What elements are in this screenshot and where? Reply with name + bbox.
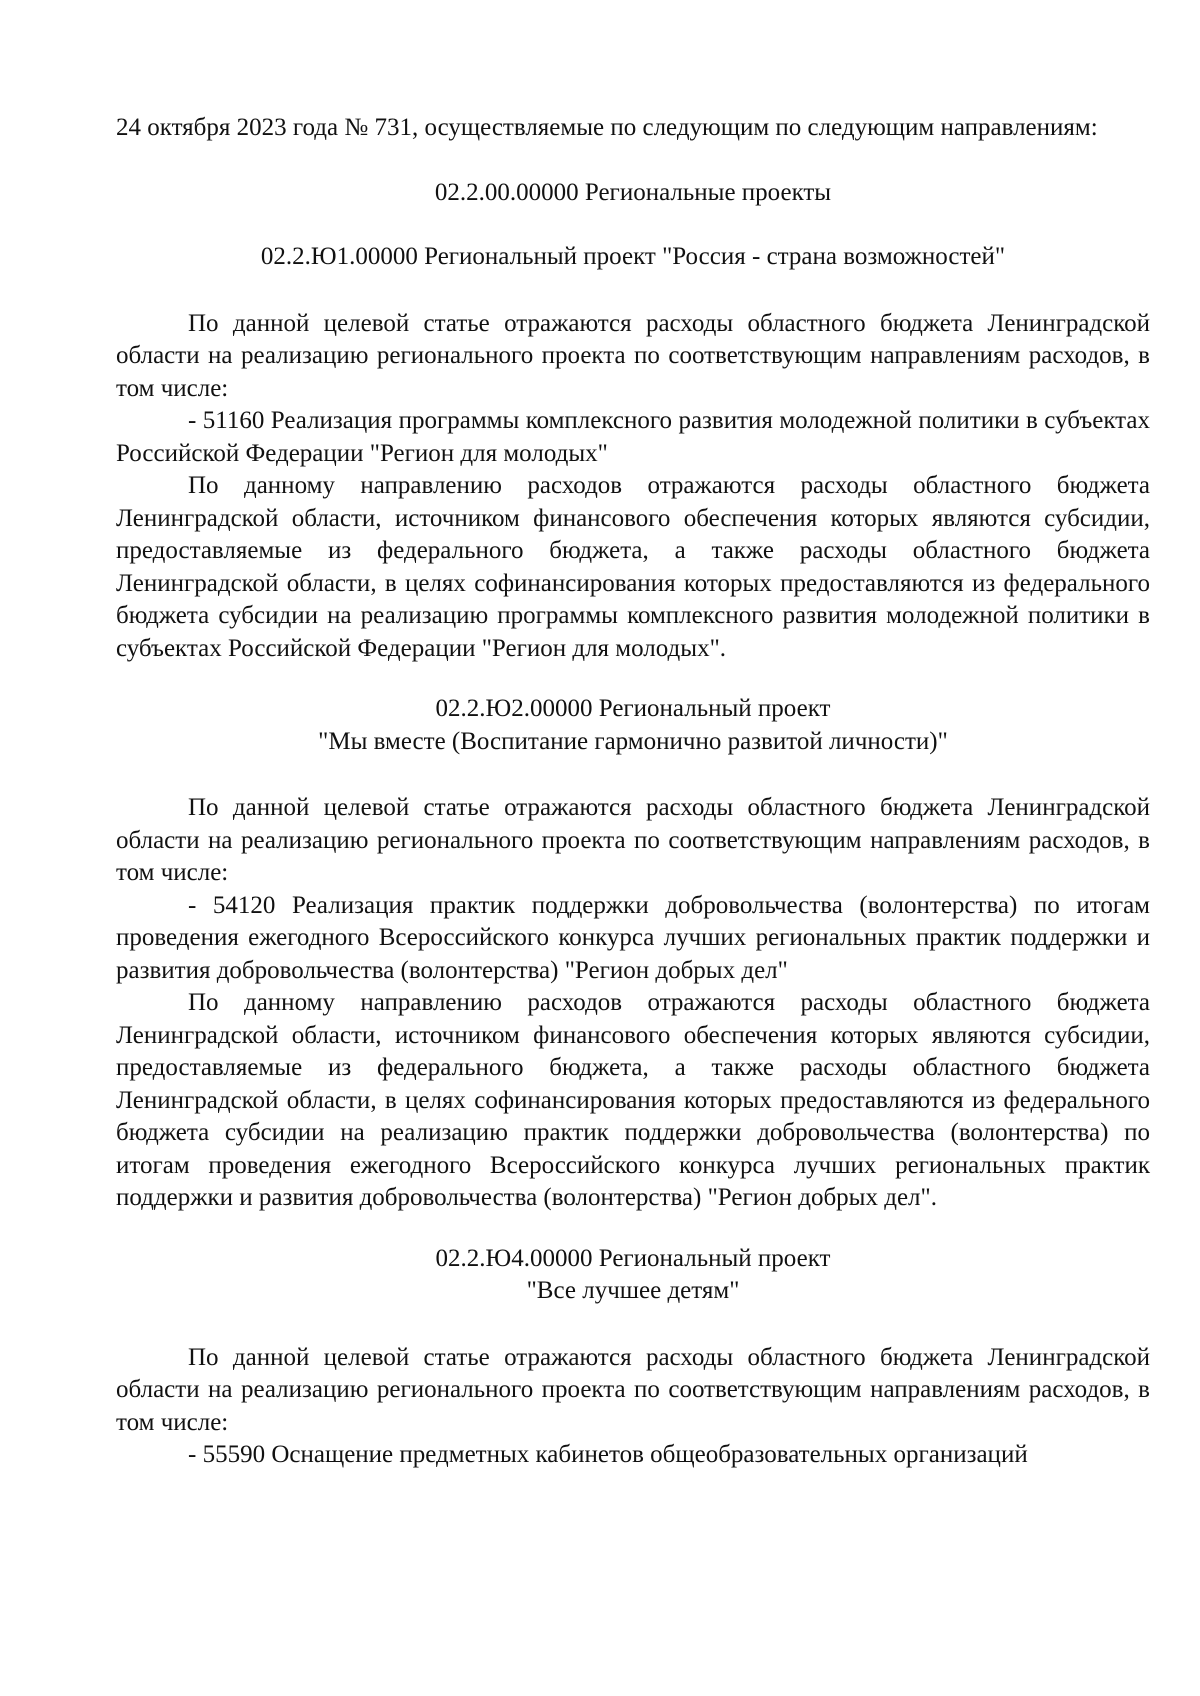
section-heading: 02.2.00.00000 Региональные проекты — [434, 178, 832, 206]
project-intro-paragraph: По данной целевой статье отражаются расходы областного бюджета Ленинградской области на реализацию регионального проекта по соответствующим направлениям расходов, в том числе: — [116, 309, 1150, 402]
direction-description: По данному направлению расходов отражаются расходы областного бюджета Ленинградской области, источником финансового обеспечения которых являются субсидии, предоставляемые из федерального бюджета, а также расходы областного бюджета Ленинградской области, в целях софинансирования которых предоставляются из федерального бюджета субсидии на реализацию программы комплексного развития молодежной политики в субъектах Российской Федерации "Регион для молодых". — [116, 472, 1150, 662]
expense-direction: - 55590 Оснащение предметных кабинетов общеобразовательных организаций — [188, 1441, 1028, 1468]
project-heading-line: 02.2.Ю4.00000 Региональный проект — [435, 1244, 831, 1272]
project-heading-line: "Мы вместе (Воспитание гармонично развитой личности)" — [318, 727, 948, 755]
document-page — [116, 112, 1150, 1472]
expense-direction: - 54120 Реализация практик поддержки добровольчества (волонтерства) по итогам проведения ежегодного Всероссийского конкурса лучших региональных практик поддержки и развития добровольчества (волонтерства) "Регион добрых дел" — [116, 891, 1150, 984]
project-heading-line: "Все лучшее детям" — [526, 1277, 740, 1304]
project-heading-line: 02.2.Ю1.00000 Региональный проект "Россия - страна возможностей" — [260, 243, 1006, 270]
project-heading-line: 02.2.Ю2.00000 Региональный проект — [435, 695, 831, 722]
intro-paragraph: 24 октября 2023 года № 731, осуществляемые по следующим по следующим направлениям: — [116, 114, 1098, 141]
project-intro-paragraph: По данной целевой статье отражаются расходы областного бюджета Ленинградской области на реализацию регионального проекта по соответствующим направлениям расходов, в том числе: — [116, 794, 1150, 886]
project-intro-paragraph: По данной целевой статье отражаются расходы областного бюджета Ленинградской области на реализацию регионального проекта по соответствующим направлениям расходов, в том числе: — [116, 1343, 1150, 1436]
direction-description: По данному направлению расходов отражаются расходы областного бюджета Ленинградской области, источником финансового обеспечения которых являются субсидии, предоставляемые из федерального бюджета, а также расходы областного бюджета Ленинградской области, в целях софинансирования которых предоставляются из федерального бюджета субсидии на реализацию практик поддержки добровольчества (волонтерства) по итогам проведения ежегодного Всероссийского конкурса лучших региональных практик поддержки и развития добровольчества (волонтерства) "Регион добрых дел". — [116, 989, 1150, 1211]
expense-direction: - 51160 Реализация программы комплексного развития молодежной политики в субъектах Российской Федерации "Регион для молодых" — [116, 407, 1150, 467]
